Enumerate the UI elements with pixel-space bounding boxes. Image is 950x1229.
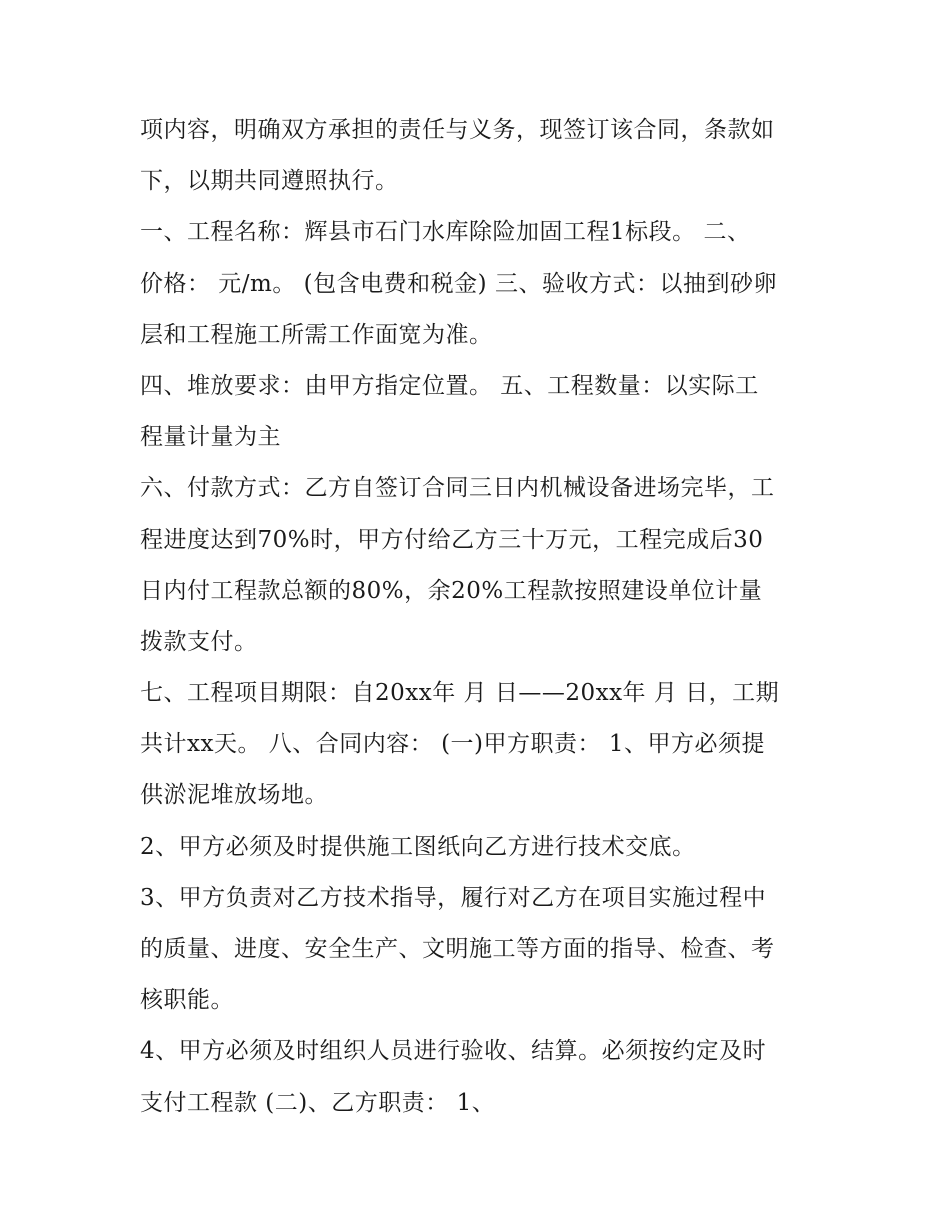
text-line: 程量计量为主 — [140, 424, 281, 451]
text-line: 层和工程施工所需工作面宽为准。 — [140, 321, 493, 348]
text-line: 一、工程名称：辉县市石门水库除险加固工程1标段。 二、 — [140, 219, 751, 246]
text-line: 3、甲方负责对乙方技术指导，履行对乙方在项目实施过程中 — [140, 884, 767, 911]
text-line: 程进度达到70%时，甲方付给乙方三十万元，工程完成后30 — [140, 526, 764, 553]
text-line: 支付工程款 (二)、乙方职责： 1、 — [140, 1089, 496, 1116]
text-line: 日内付工程款总额的80%，余20%工程款按照建设单位计量 — [140, 577, 763, 604]
text-line: 拨款支付。 — [140, 628, 258, 655]
text-line: 4、甲方必须及时组织人员进行验收、结算。必须按约定及时 — [140, 1038, 767, 1065]
text-line: 供淤泥堆放场地。 — [140, 782, 328, 809]
text-line: 七、工程项目期限：自20xx年 月 日——20xx年 月 日，工期 — [140, 680, 780, 707]
text-line: 四、堆放要求：由甲方指定位置。 五、工程数量：以实际工 — [140, 372, 759, 399]
text-line: 价格： 元/m。 (包含电费和税金) 三、验收方式：以抽到砂卵 — [140, 270, 777, 297]
text-line: 核职能。 — [140, 987, 234, 1014]
text-line: 六、付款方式：乙方自签订合同三日内机械设备进场完毕，工 — [140, 475, 775, 502]
text-line: 的质量、进度、安全生产、文明施工等方面的指导、检查、考 — [140, 936, 775, 962]
text-line: 2、甲方必须及时提供施工图纸向乙方进行技术交底。 — [140, 833, 696, 860]
contract-body — [140, 105, 820, 1129]
text-line: 项内容，明确双方承担的责任与义务，现签订该合同，条款如 — [140, 117, 775, 143]
text-line: 共计xx天。 八、合同内容： (一)甲方职责： 1、甲方必须提 — [140, 731, 765, 758]
text-line: 下，以期共同遵照执行。 — [140, 168, 399, 195]
